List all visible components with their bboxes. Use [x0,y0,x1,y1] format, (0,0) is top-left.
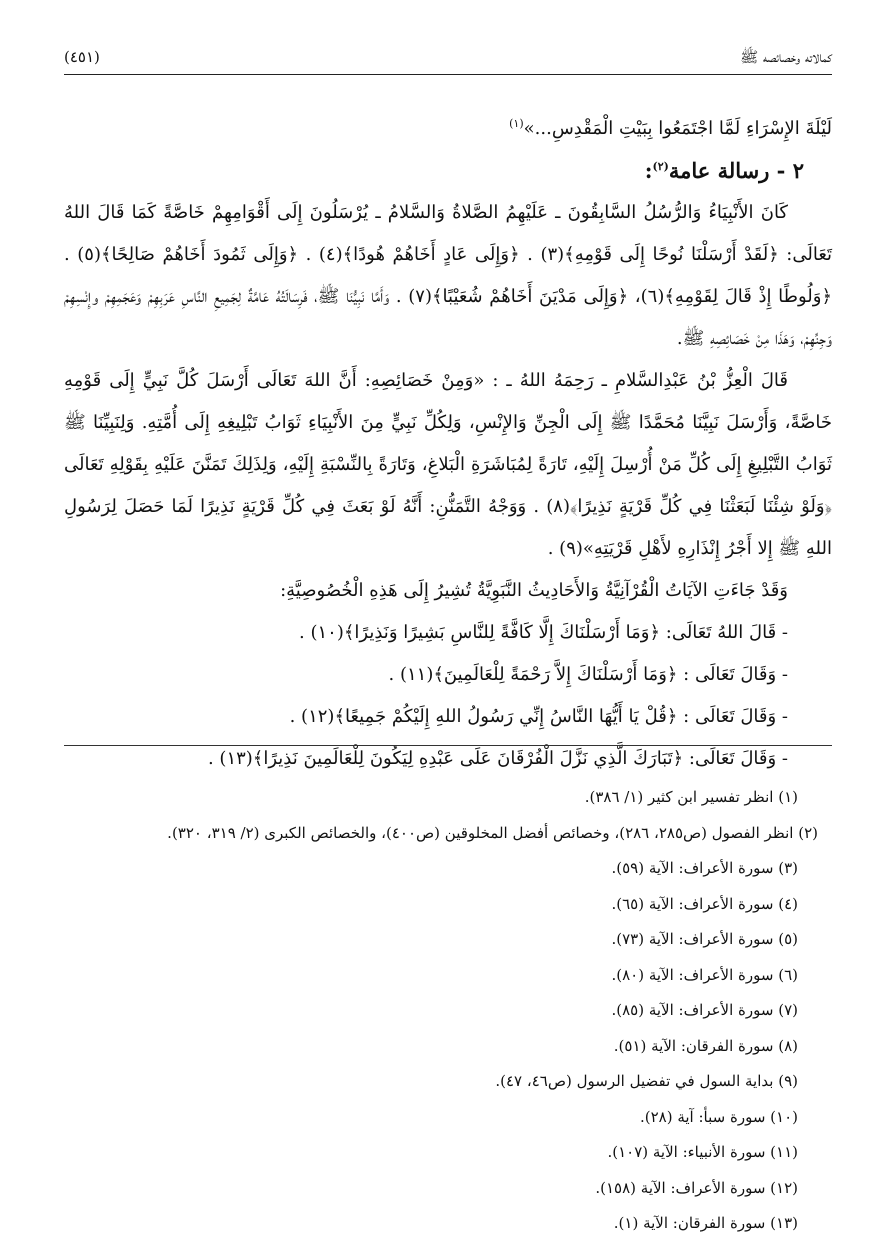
footnote: (١٣) سورة الفرقان: الآية (١). [613,1214,798,1232]
footnote: (٧) سورة الأعراف: الآية (٨٥). [611,1001,798,1019]
footnote: (١٢) سورة الأعراف: الآية (١٥٨). [595,1178,798,1197]
main-text [64,108,832,780]
page-number: (٤٥١) [64,48,100,66]
footnote: (١) انظر تفسير ابن كثير (١/ ٣٨٦). [584,788,798,806]
footnote: (١٠) سورة سبأ: آية (٢٨). [639,1107,798,1126]
verse-line: - قَالَ اللهُ تَعَالَى: ﴿وَمَا أَرْسَلْنَاكَ إِلَّا كَافَّةً لِلنَّاسِ بَشِيرًا وَنَذِيرًا﴾(١٠) . [299,622,788,643]
footnote-ref: (١) [509,117,524,130]
paragraph-2: قَالَ الْعِزُّ بْنُ عَبْدِالسَّلامِ ـ رَحِمَهُ اللهُ ـ : «وَمِنْ خَصَائِصِهِ: أَنَّ اللهَ تَعَالَى أَرْسَلَ كُلَّ نَبِيٍّ إِلَى قَوْمِهِ خَاصَّةً، وَأَرْسَلَ نَبِيَّنَا مُحَمَّدًا ﷺ إِلَى الْجِنِّ وَالإِنْسِ، وَلِكُلِّ نَبِيٍّ مِنَ الأَنْبِيَاءِ ثَوَابُ تَبْلِيغِهِ إِلَى أُمَّتِهِ. وَلِنَبِيِّنَا ﷺ ثَوَابُ التَّبْلِيغِ إِلَى كُلِّ مَنْ أُرْسِلَ إِلَيْهِ، تَارَةً لِمُبَاشَرَةِ الْبَلاغِ، وَتَارَةً بِالنِّسْبَةِ إِلَيْهِ، وَلِذَلِكَ تَمَنَّنَ عَلَيْهِ بِقَوْلِهِ تَعَالَى ﴿وَلَوْ شِئْنَا لَبَعَثْنَا فِي كُلِّ قَرْيَةٍ نَذِيرًا﴾(٨) . وَوَجْهُ التَّمَنُّنِ: أَنَّهُ لَوْ بَعَثَ فِي كُلِّ قَرْيَةٍ نَذِيرًا لَمَا حَصَلَ لِرَسُولِ اللهِ ﷺ إِلا أَجْرُ إِنْذَارِهِ لأَهْلِ قَرْيَتِهِ»(٩) . [64,370,832,559]
paragraph-1: كَانَ الأَنْبِيَاءُ وَالرُّسُلُ السَّابِقُونَ ـ عَلَيْهِمُ الصَّلاةُ وَالسَّلامُ ـ يُرْسَلُونَ إِلَى أَقْوَامِهِمْ خَاصَّةً كَمَا قَالَ اللهُ تَعَالَى: ﴿لَقَدْ أَرْسَلْنَا نُوحًا إِلَى قَوْمِهِ﴾(٣) . ﴿وَإِلَى عَادٍ أَخَاهُمْ هُودًا﴾(٤) . ﴿وَإِلَى ثَمُودَ أَخَاهُمْ صَالِحًا﴾(٥) . ﴿وَلُوطًا إِذْ قَالَ لِقَوْمِهِ﴾(٦)، ﴿وَإِلَى مَدْيَنَ أَخَاهُمْ شُعَيْبًا﴾(٧) . وَأَمَّا نَبِيُّنَا ﷺ، فَرِسَالَتُهُ عَامَّةٌ لِجَمِيعِ النَّاسِ عَرَبِهِمْ وَعَجَمِهِمْ وإِنْسِهِمْ وَجِنِّهِمْ، وَهَذَا مِنْ خَصَائِصِهِ ﷺ. [64,202,833,349]
footnote: (٥) سورة الأعراف: الآية (٧٣). [611,930,798,948]
verse-line: - وَقَالَ تَعَالَى : ﴿وَمَا أَرْسَلْنَاكَ إِلاَّ رَحْمَةً لِلْعَالَمِينَ﴾(١١) . [388,664,788,685]
verse-line: - وَقَالَ تَعَالَى: ﴿تَبَارَكَ الَّذِي نَزَّلَ الْفُرْقَانَ عَلَى عَبْدِهِ لِيَكُونَ لِلْعَالَمِينَ نَذِيرًا﴾(١٣) . [207,748,788,769]
page-header [64,44,832,75]
opening-line: لَيْلَةَ الإِسْرَاءِ لَمَّا اجْتَمَعُوا بِبَيْتِ الْمَقْدِسِ...»$^{(١)}$ [509,117,832,139]
footnotes [64,780,832,1242]
footnote: (٦) سورة الأعراف: الآية (٨٠). [611,965,798,984]
footnote-ref: (٢) [652,160,669,173]
footnote: (٣) سورة الأعراف: الآية (٥٩). [611,859,798,877]
footnote-separator [64,745,832,746]
footnote: (٢) انظر الفصول (ص٢٨٥، ٢٨٦)، وخصائص أفضل المخلوقين (ص٤٠٠)، والخصائص الكبرى (٢/ ٣١٩، ٣٢٠). [167,823,818,842]
footnote: (٤) سورة الأعراف: الآية (٦٥). [611,894,798,913]
footnote: (٩) بداية السول في تفضيل الرسول (ص٤٦، ٤٧). [495,1072,798,1090]
footnote: (٨) سورة الفرقان: الآية (٥١). [613,1036,798,1055]
footnote: (١١) سورة الأنبياء: الآية (١٠٧). [607,1143,798,1161]
running-title: كمالاته وخصائصه ﷺ [740,48,832,66]
section-heading: ٢ - رسالة عامة$^{(٢)}$: [644,158,804,183]
verse-line: - وَقَالَ تَعَالَى : ﴿قُلْ يَا أَيُّهَا النَّاسُ إِنِّي رَسُولُ اللهِ إِلَيْكُمْ جَمِيعًا﴾(١٢) . [289,706,788,727]
paragraph-3: وَقَدْ جَاءَتِ الآيَاتُ الْقُرْآنِيَّةُ وَالأَحَادِيثُ النَّبَوِيَّةُ تُشِيرُ إِلَى هَذِهِ الْخُصُوصِيَّةِ: [280,580,788,601]
